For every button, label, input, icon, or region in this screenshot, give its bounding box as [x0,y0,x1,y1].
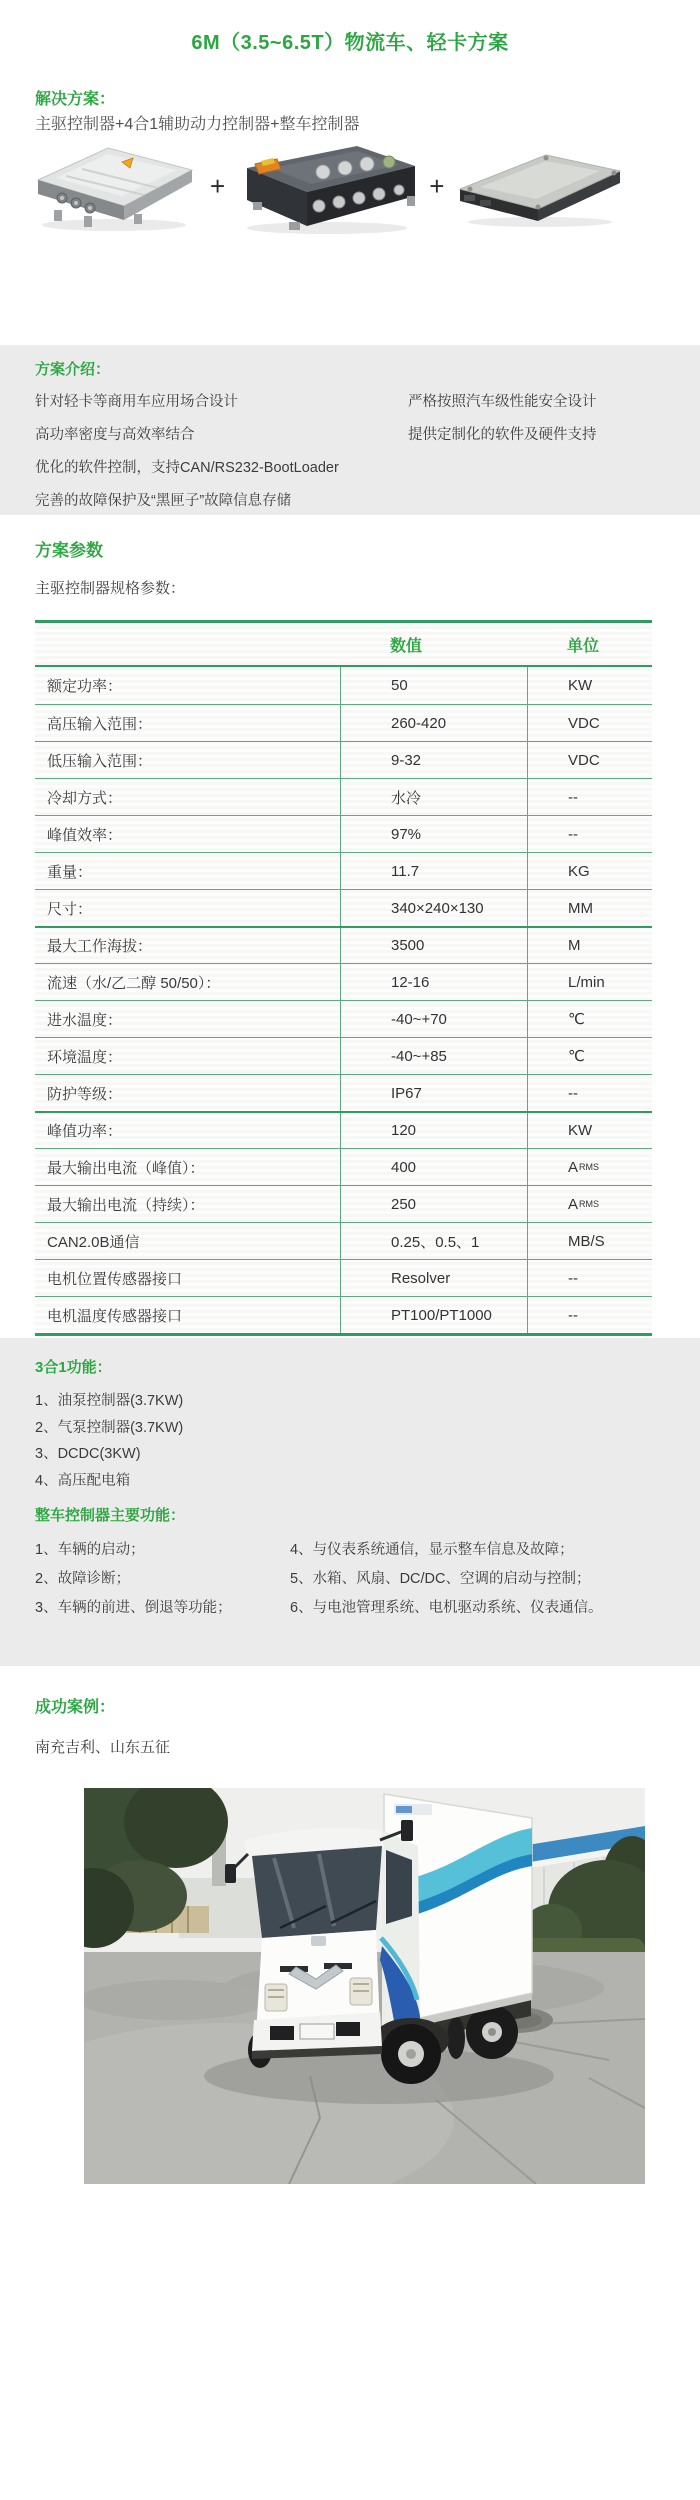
spec-row [35,889,652,926]
spec-header-unit: 单位 [567,637,600,655]
cases-text: 南充吉利、山东五征 [35,1739,171,1756]
spec-label: 冷却方式： [47,789,123,807]
intro-feature-item: 完善的故障保护及“黑匣子”故障信息存储 [35,493,292,509]
spec-unit: -- [527,779,652,815]
spec-value: 0.25、0.5、1 [340,1223,527,1259]
intro-feature-item: 提供定制化的软件及硬件支持 [408,427,597,443]
spec-row [35,1222,652,1259]
spec-header-value: 数值 [390,637,423,655]
spec-unit: -- [527,1297,652,1333]
spec-label: 防护等级： [47,1085,123,1103]
spec-unit: ℃ [527,1038,652,1074]
spec-value: 260-420 [340,705,527,741]
plus-sign: + [210,171,226,201]
spec-value: 50 [340,667,527,704]
spec-label: 最大输出电流（持续）： [47,1196,205,1214]
spec-unit: ℃ [527,1001,652,1037]
spec-label: 重量： [47,863,93,881]
three-in-one-item: 1、油泵控制器(3.7KW) [35,1393,184,1409]
spec-value: 97% [340,816,527,852]
spec-value: 340×240×130 [340,890,527,926]
spec-unit: KW [527,667,652,704]
spec-table-header [35,623,652,667]
spec-value: -40~+70 [340,1001,527,1037]
spec-unit: -- [527,1075,652,1111]
success-case-truck-photo [84,1788,645,2184]
spec-value: 9-32 [340,742,527,778]
spec-row [35,1296,652,1333]
vehicle-controller-image [450,143,630,229]
parameters-subheading: 主驱控制器规格参数： [35,580,186,597]
spec-row [35,1074,652,1111]
spec-value: 400 [340,1149,527,1185]
vcu-heading: 整车控制器主要功能： [35,1507,186,1524]
spec-unit: KW [527,1113,652,1148]
spec-label: 最大输出电流（峰值）： [47,1159,205,1177]
spec-label: 电机温度传感器接口 [47,1307,183,1325]
spec-label: 环境温度： [47,1048,123,1066]
spec-unit: -- [527,1260,652,1296]
three-in-one-list [35,1388,183,1494]
vcu-function-item: 5、水箱、风扇、DC/DC、空调的启动与控制； [290,1571,591,1587]
spec-row [35,852,652,889]
vcu-function-item: 4、与仪表系统通信，显示整车信息及故障； [290,1542,574,1558]
vcu-function-item: 1、车辆的启动； [35,1542,145,1558]
spec-row [35,741,652,778]
spec-label: 峰值功率： [47,1123,123,1140]
three-in-one-item: 4、高压配电箱 [35,1472,131,1489]
spec-value: 250 [340,1186,527,1222]
vcu-function-item: 3、车辆的前进、倒退等功能； [35,1600,232,1616]
spec-label: 峰值效率： [47,826,123,844]
spec-value: IP67 [340,1075,527,1111]
functions-banner [0,1338,700,1666]
spec-value: Resolver [340,1260,527,1296]
spec-row [35,815,652,852]
intro-banner [0,345,700,515]
intro-feature-item: 高功率密度与高效率结合 [35,427,195,443]
intro-feature-item: 严格按照汽车级性能安全设计 [408,394,597,410]
spec-row [35,667,652,704]
spec-row [35,1259,652,1296]
three-in-one-item: 3、DCDC(3KW) [35,1446,141,1462]
spec-label: 额定功率： [47,678,123,695]
plus-sign: + [429,171,445,201]
spec-row [35,1148,652,1185]
intro-feature-item: 优化的软件控制，支持CAN/RS232-BootLoader [35,460,339,476]
spec-row [35,1037,652,1074]
vcu-function-list [35,1536,603,1623]
spec-unit: MB/S [527,1223,652,1259]
spec-unit: A RMS [527,1149,652,1185]
spec-label: 电机位置传感器接口 [47,1270,183,1288]
three-in-one-item: 2、气泵控制器(3.7KW) [35,1419,184,1436]
spec-row [35,1000,652,1037]
page-title: 6M（3.5~6.5T）物流车、轻卡方案 [191,32,509,54]
spec-unit: VDC [527,742,652,778]
parameters-heading: 方案参数 [35,541,103,560]
spec-table [35,620,652,1336]
spec-row [35,926,652,963]
intro-heading: 方案介绍： [35,361,111,378]
spec-label: 高压输入范围： [47,715,153,733]
spec-unit: VDC [527,705,652,741]
cases-heading: 成功案例： [35,1699,116,1716]
main-drive-controller-image [26,140,204,232]
spec-row [35,1111,652,1148]
spec-unit: MM [527,890,652,926]
spec-value: PT100/PT1000 [340,1297,527,1333]
spec-label: CAN2.0B通信 [47,1233,140,1251]
spec-value: -40~+85 [340,1038,527,1074]
4in1-auxiliary-controller-image [231,138,423,234]
spec-label: 低压输入范围： [47,752,153,770]
product-images-row [26,138,676,234]
spec-unit: KG [527,853,652,889]
spec-unit: A RMS [527,1186,652,1222]
spec-row [35,963,652,1000]
solution-heading: 解决方案： [35,91,116,108]
vcu-function-item: 2、故障诊断； [35,1571,131,1587]
spec-value: 水冷 [340,779,527,815]
spec-unit: -- [527,816,652,852]
spec-value: 11.7 [340,853,527,889]
solution-description: 主驱控制器+4合1辅助动力控制器+整车控制器 [35,116,360,133]
spec-value: 12-16 [340,964,527,1000]
spec-row [35,778,652,815]
spec-unit: L/min [527,964,652,1000]
spec-label: 流速（水/乙二醇 50/50）： [47,974,221,992]
intro-feature-item: 针对轻卡等商用车应用场合设计 [35,394,238,410]
intro-features [35,386,675,518]
spec-row [35,704,652,741]
three-in-one-heading: 3合1功能： [35,1359,112,1376]
spec-label: 最大工作海拔： [47,938,153,955]
spec-unit: M [527,928,652,963]
spec-label: 进水温度： [47,1011,123,1029]
vcu-function-item: 6、与电池管理系统、电机驱动系统、仪表通信。 [290,1600,603,1616]
spec-value: 120 [340,1113,527,1148]
spec-value: 3500 [340,928,527,963]
spec-label: 尺寸： [47,900,93,918]
spec-row [35,1185,652,1222]
